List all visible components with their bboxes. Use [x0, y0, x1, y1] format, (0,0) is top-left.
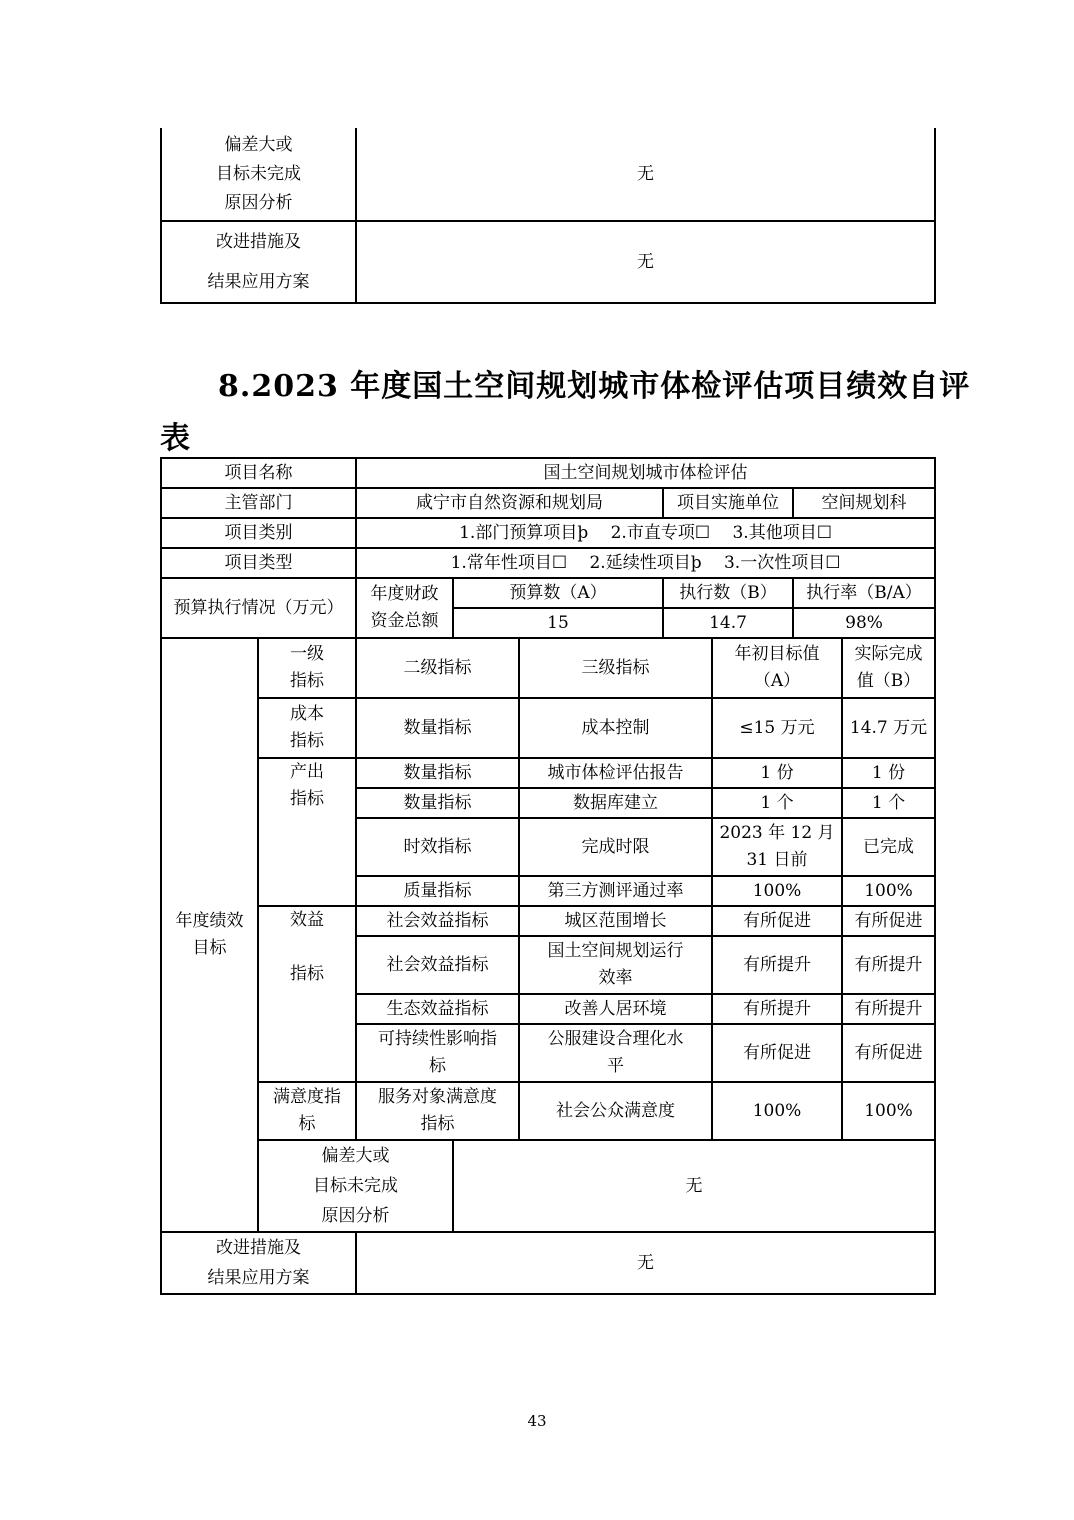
row-level2: 时效指标 [356, 818, 519, 876]
improve-label: 改进措施及 结果应用方案 [161, 221, 356, 303]
project-name-value: 国土空间规划城市体检评估 [356, 458, 935, 488]
row-level2: 服务对象满意度 指标 [356, 1082, 519, 1140]
deviation-value: 无 [356, 128, 935, 221]
fund-total-label: 年度财政 资金总额 [356, 578, 453, 638]
row-target: 2023 年 12 月 31 日前 [712, 818, 842, 876]
dept-value: 咸宁市自然资源和规划局 [356, 488, 663, 518]
performance-table [160, 457, 936, 1295]
row-level2: 可持续性影响指 标 [356, 1024, 519, 1082]
group-cost-label: 成本 指标 [258, 698, 356, 758]
row-target: 100% [712, 876, 842, 906]
row-level3: 数据库建立 [519, 788, 712, 818]
row-level2: 数量指标 [356, 788, 519, 818]
type-value: 1.常年性项目☐ 2.延续性项目þ 3.一次性项目☐ [356, 548, 935, 578]
exec-b-value: 14.7 [663, 608, 793, 638]
row-target: 有所提升 [712, 936, 842, 994]
row-level3: 国土空间规划运行 效率 [519, 936, 712, 994]
row-level3: 社会公众满意度 [519, 1082, 712, 1140]
row-level3: 公服建设合理化水 平 [519, 1024, 712, 1082]
col-target-header: 年初目标值 （A） [712, 638, 842, 698]
col-actual-header: 实际完成 值（B） [842, 638, 935, 698]
row-target: 100% [712, 1082, 842, 1140]
row-actual: 100% [842, 876, 935, 906]
table-row [161, 1082, 935, 1140]
section-title: 8.2023 年度国土空间规划城市体检评估项目绩效自评 [218, 369, 971, 404]
row-target: 有所促进 [712, 1024, 842, 1082]
row-level3: 城区范围增长 [519, 906, 712, 936]
exec-b-label: 执行数（B） [663, 578, 793, 608]
deviation-analysis-value: 无 [453, 1140, 935, 1232]
row-level3: 改善人居环境 [519, 994, 712, 1024]
deviation-analysis-label: 偏差大或 目标未完成 原因分析 [258, 1140, 453, 1232]
table-row [161, 758, 935, 788]
row-actual: 1 份 [842, 758, 935, 788]
improvement-plan-value: 无 [356, 1232, 935, 1294]
impl-unit-value: 空间规划科 [793, 488, 935, 518]
row-actual: 14.7 万元 [842, 698, 935, 758]
row-target: ≤15 万元 [712, 698, 842, 758]
row-actual: 100% [842, 1082, 935, 1140]
section-title-continued: 表 [160, 421, 191, 456]
row-actual: 有所促进 [842, 1024, 935, 1082]
col-level3-header: 三级指标 [519, 638, 712, 698]
row-level2: 生态效益指标 [356, 994, 519, 1024]
row-level3: 城市体检评估报告 [519, 758, 712, 788]
group-output-label: 产出 指标 [258, 758, 356, 906]
row-level3: 成本控制 [519, 698, 712, 758]
project-name-label: 项目名称 [161, 458, 356, 488]
improvement-plan-label: 改进措施及 结果应用方案 [161, 1232, 356, 1294]
type-label: 项目类型 [161, 548, 356, 578]
budget-a-label: 预算数（A） [453, 578, 663, 608]
row-target: 有所提升 [712, 994, 842, 1024]
exec-rate-value: 98% [793, 608, 935, 638]
category-label: 项目类别 [161, 518, 356, 548]
row-actual: 有所提升 [842, 994, 935, 1024]
budget-a-value: 15 [453, 608, 663, 638]
table-row [161, 906, 935, 936]
row-level2: 数量指标 [356, 698, 519, 758]
page-number: 43 [527, 1412, 547, 1430]
col-level2-header: 二级指标 [356, 638, 519, 698]
row-level3: 第三方测评通过率 [519, 876, 712, 906]
row-target: 1 份 [712, 758, 842, 788]
impl-unit-label: 项目实施单位 [663, 488, 793, 518]
col-level1-header: 一级 指标 [258, 638, 356, 698]
row-actual: 有所促进 [842, 906, 935, 936]
annual-goal-label: 年度绩效 目标 [161, 638, 258, 1232]
budget-label: 预算执行情况（万元） [161, 578, 356, 638]
continuation-table [160, 128, 936, 304]
row-level3: 完成时限 [519, 818, 712, 876]
dept-label: 主管部门 [161, 488, 356, 518]
row-level2: 社会效益指标 [356, 936, 519, 994]
row-level2: 质量指标 [356, 876, 519, 906]
table-row [161, 698, 935, 758]
row-level2: 社会效益指标 [356, 906, 519, 936]
row-actual: 有所提升 [842, 936, 935, 994]
deviation-label: 偏差大或 目标未完成 原因分析 [161, 128, 356, 221]
group-satisfaction-label: 满意度指 标 [258, 1082, 356, 1140]
row-target: 有所促进 [712, 906, 842, 936]
row-target: 1 个 [712, 788, 842, 818]
row-actual: 已完成 [842, 818, 935, 876]
exec-rate-label: 执行率（B/A） [793, 578, 935, 608]
row-level2: 数量指标 [356, 758, 519, 788]
row-actual: 1 个 [842, 788, 935, 818]
improve-value: 无 [356, 221, 935, 303]
group-benefit-label: 效益 指标 [258, 906, 356, 1082]
category-value: 1.部门预算项目þ 2.市直专项☐ 3.其他项目☐ [356, 518, 935, 548]
